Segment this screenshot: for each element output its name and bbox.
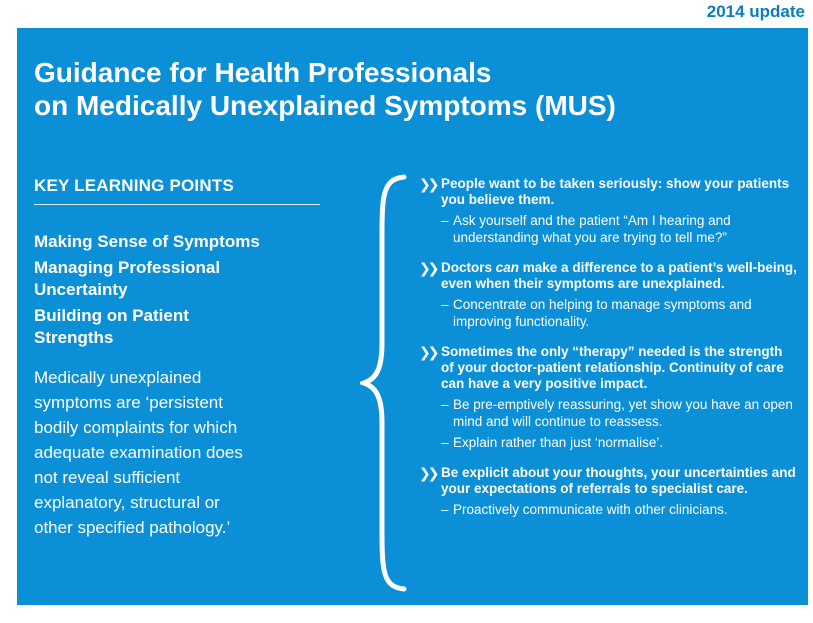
point-subitem xyxy=(417,434,797,451)
point-heading-end: make a difference to a patient’s well-being, even when their symptoms are unexplained. xyxy=(441,260,797,291)
point-heading: Be explicit about your thoughts, your uncertainties and your expectations of referrals to specialist care. xyxy=(441,465,796,496)
point-heading: Sometimes the only “therapy” needed is the strength of your doctor-patient relationship. Continuity of care can have a very positive impact. xyxy=(441,344,784,391)
point-item xyxy=(417,176,797,246)
point-heading: People want to be taken seriously: show your patients you believe them. xyxy=(441,176,790,207)
dash-bullet: – xyxy=(441,297,449,312)
dash-bullet: – xyxy=(441,213,449,228)
point-subitem xyxy=(417,296,797,330)
topic-list xyxy=(34,231,334,349)
key-learning-heading: KEY LEARNING POINTS xyxy=(34,176,320,205)
point-item xyxy=(417,465,797,518)
subitem-text: Be pre-emptively reassuring, yet show you have an open mind and will continue to reassess. xyxy=(453,397,793,429)
page-title xyxy=(34,56,616,122)
subitem-text: Ask yourself and the patient “Am I hearing and understanding what you are trying to tell me?” xyxy=(453,213,731,245)
point-subitem xyxy=(417,396,797,430)
point-item xyxy=(417,260,797,330)
topic-patient-strengths: Building on Patient Strengths xyxy=(34,306,189,347)
mus-definition: Medically unexplained symptoms are ‘persistent bodily complaints for which adequate examination does not reveal sufficient explanatory, structural or other specified pathology.’ xyxy=(34,368,243,537)
update-tag: 2014 update xyxy=(706,2,805,21)
subitem-text: Concentrate on helping to manage symptoms and improving functionality. xyxy=(453,297,752,329)
subitem-text: Explain rather than just ‘normalise’. xyxy=(453,435,664,450)
dash-bullet: – xyxy=(441,397,449,412)
points-column xyxy=(417,176,797,532)
key-learning-column xyxy=(34,176,334,540)
curly-brace-icon xyxy=(360,173,410,593)
title-line-1: Guidance for Health Professionals xyxy=(34,57,492,88)
double-chevron-icon: ❯❯ xyxy=(419,344,437,360)
point-item xyxy=(417,344,797,451)
double-chevron-icon: ❯❯ xyxy=(419,176,437,192)
topic-managing-uncertainty: Managing Professional Uncertainty xyxy=(34,258,221,299)
double-chevron-icon: ❯❯ xyxy=(419,260,437,276)
title-line-2: on Medically Unexplained Symptoms (MUS) xyxy=(34,90,616,121)
topic-making-sense: Making Sense of Symptoms xyxy=(34,232,260,251)
subitem-text: Proactively communicate with other clinicians. xyxy=(453,502,728,517)
point-subitem xyxy=(417,501,797,518)
point-heading-start: Doctors xyxy=(441,260,496,275)
dash-bullet: – xyxy=(441,502,449,517)
point-heading-emphasis: can xyxy=(495,260,520,275)
double-chevron-icon: ❯❯ xyxy=(419,465,437,481)
guidance-panel xyxy=(17,28,808,605)
dash-bullet: – xyxy=(441,435,449,450)
point-subitem xyxy=(417,212,797,246)
